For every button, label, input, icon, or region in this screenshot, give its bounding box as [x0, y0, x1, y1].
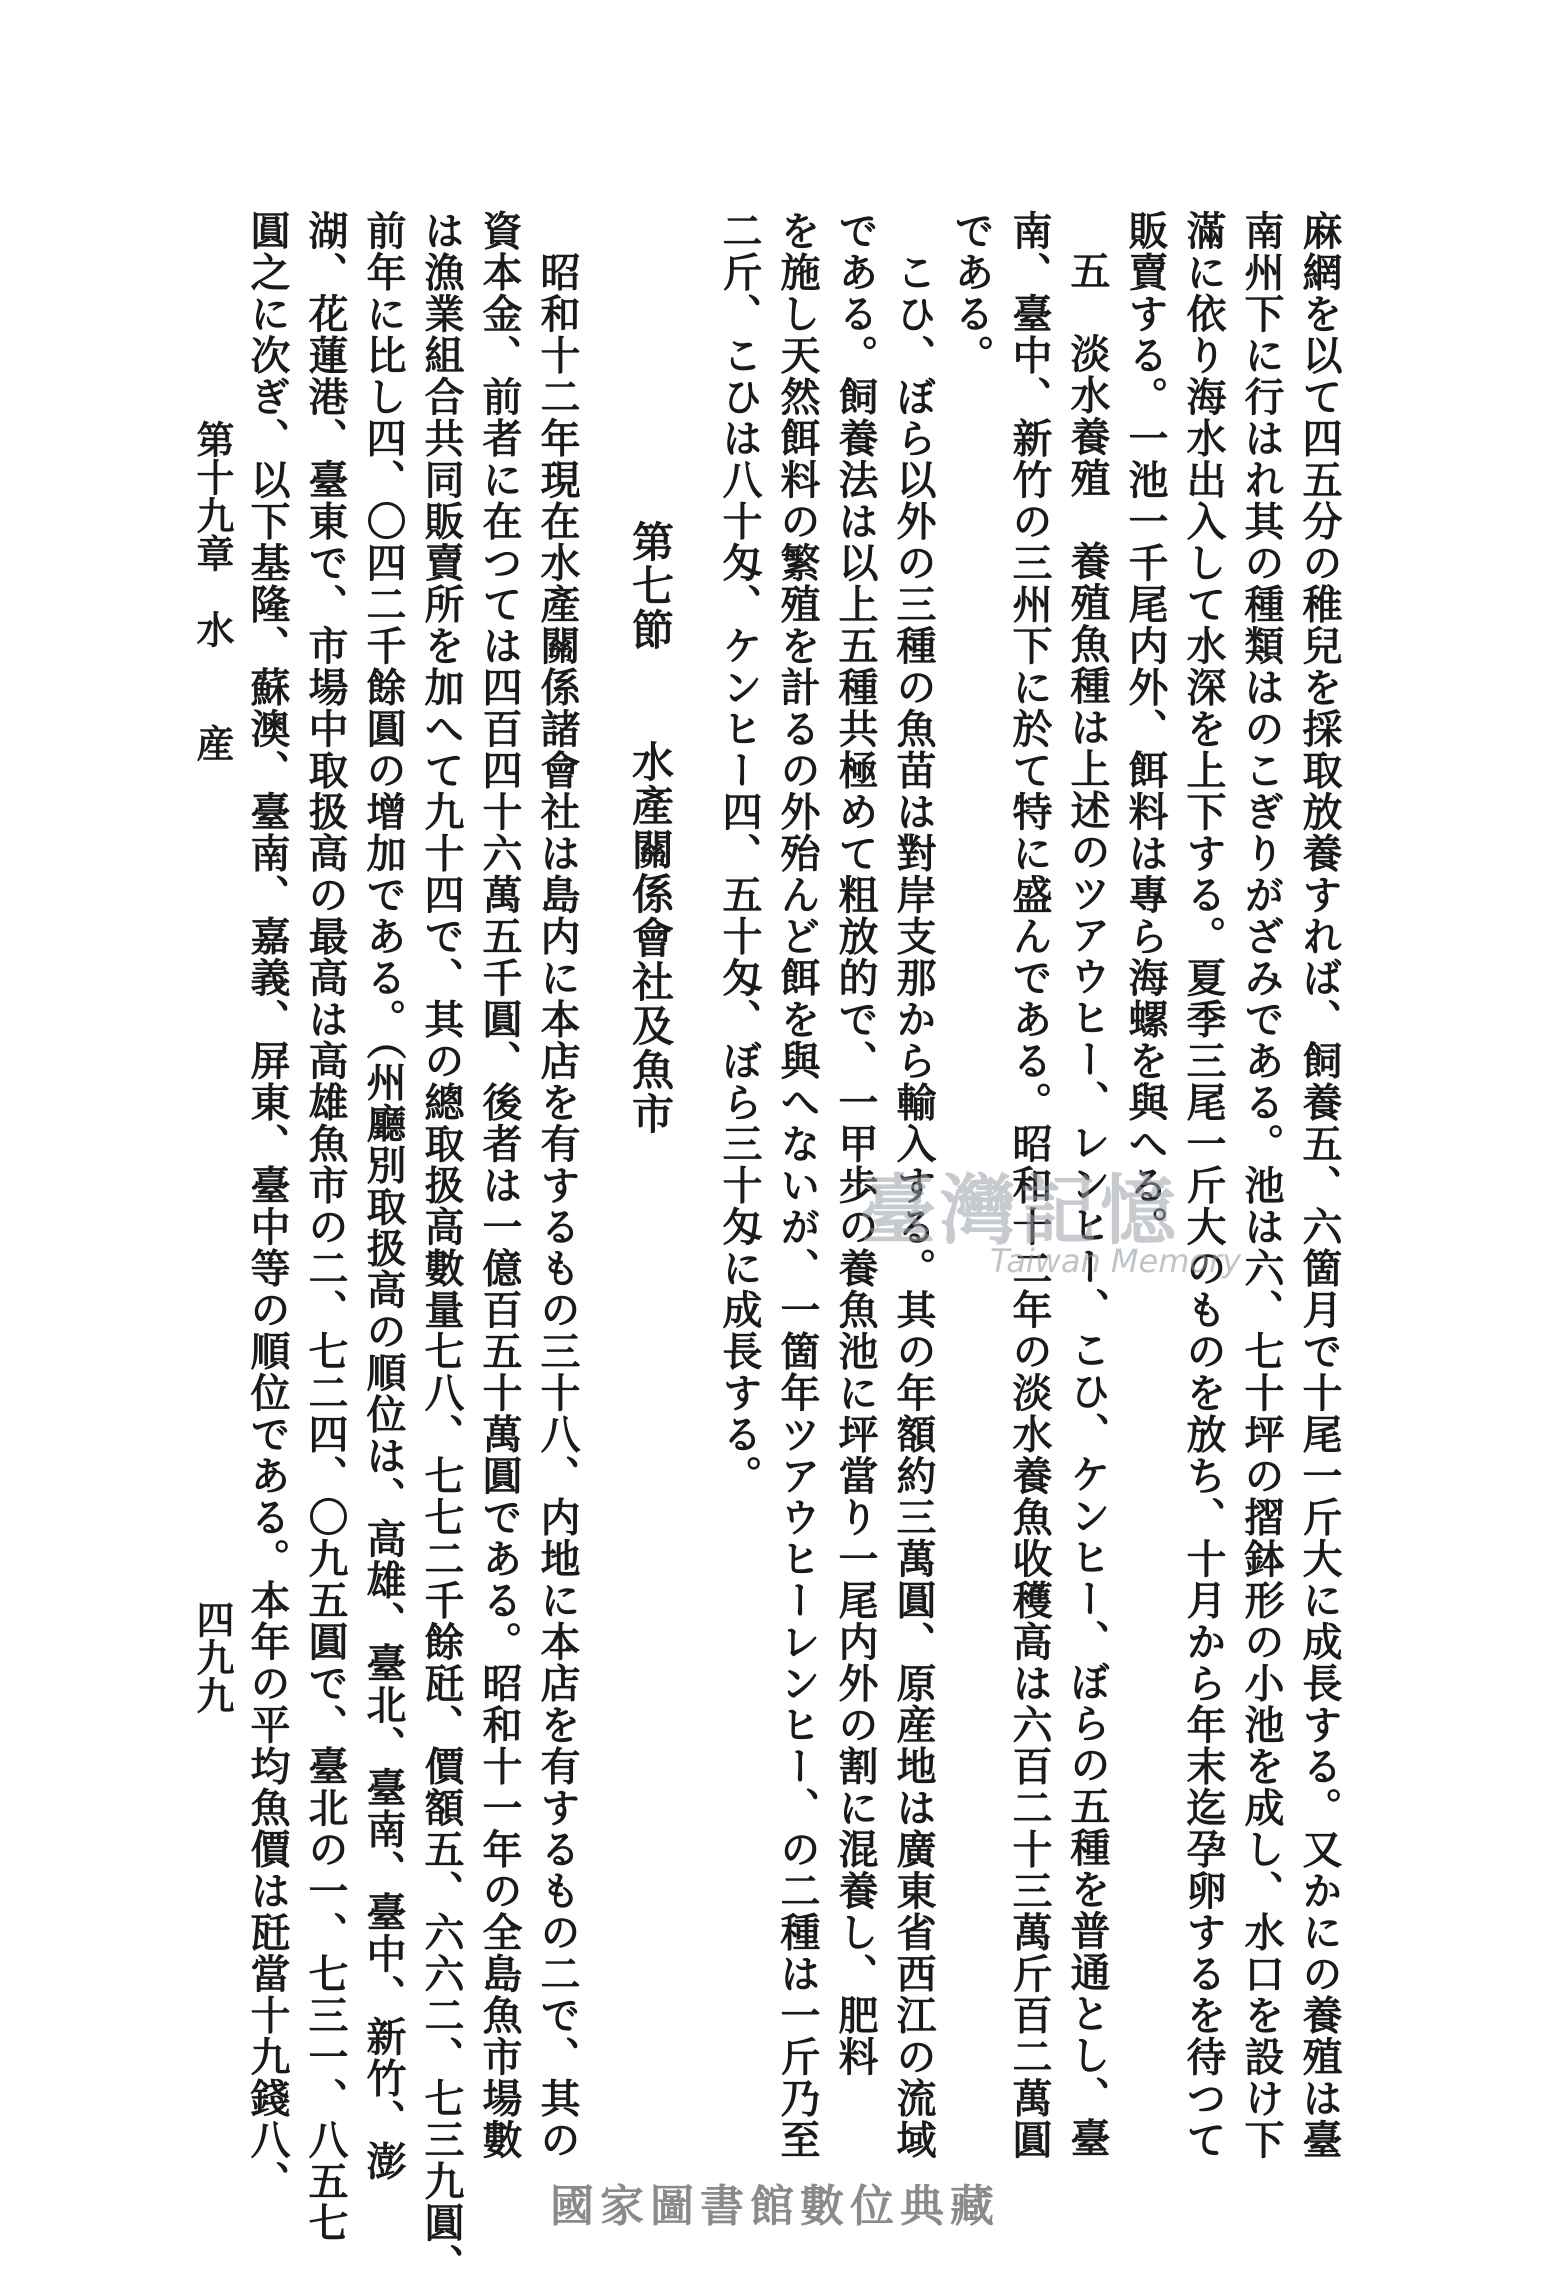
text-column: 南、臺中、新竹の三州下に於て特に盛んである。昭和十二年の淡水養魚收穫高は六百二十三萬斤百二萬圓: [1006, 210, 1053, 2161]
text-column: である。: [948, 210, 995, 376]
page-number: 四九九: [190, 1600, 235, 1714]
running-head-chapter: 第十九章 水 産: [190, 420, 235, 762]
text-column: 圓之に次ぎ、以下基隆、蘇澳、臺南、嘉義、屏東、臺中等の順位である。本年の平均魚價は瓩當十九錢八、: [244, 210, 291, 2202]
text-column: を施し天然餌料の繁殖を計るの外殆んど餌を與へないが、一箇年ツアウヒーレンヒー、の二種は一斤乃至: [774, 210, 821, 2161]
text-column: である。飼養法は以上五種共極めて粗放的で、一甲歩の養魚池に坪當り一尾内外の割に混養し、肥料: [832, 210, 879, 2078]
section-7-heading-title: 水產關係會社及魚市: [626, 740, 675, 1136]
text-column: 滿に依り海水出入して水深を上下する。夏季三尾一斤大のものを放ち、十月から年末迄孕卵するを待つて: [1180, 210, 1227, 2161]
text-column: 昭和十二年現在水產關係諸會社は島内に本店を有するもの三十八、内地に本店を有するもの二で、其の: [534, 210, 581, 2161]
watermark-logo: [860, 1150, 1280, 1280]
text-column: 二斤、こひは八十匁、ケンヒー四、五十匁、ぼら三十匁に成長する。: [716, 210, 763, 1497]
section-5-line: 養殖魚種は上述のツアウヒー、レンヒー、こひ、ケンヒー、ぼらの五種を普通とし、臺: [1064, 499, 1111, 2159]
text-column: こひ、ぼら以外の三種の魚苗は對岸支那から輸入する。其の年額約三萬圓、原産地は廣東省西江の流域: [890, 210, 937, 2161]
text-column: 南州下に行はれ其の種類はのこぎりがざみである。池は六、七十坪の摺鉢形の小池を成し、水口を設け下: [1238, 210, 1285, 2161]
text-column: 前年に比し四、〇四二千餘圓の增加である。（州廳別取扱高の順位は、高雄、臺北、臺南、臺中、新竹、澎: [360, 210, 407, 2182]
text-column: は漁業組合共同販賣所を加へて九十四で、其の總取扱高數量七八、七七二千餘瓩、價額五、六六二、七三九圓、: [418, 210, 465, 2285]
section-7-heading-number: 第七節: [626, 520, 675, 652]
section-5-label: 五 淡水養殖: [1064, 250, 1111, 499]
watermark-title: 臺灣記憶: [860, 1166, 1180, 1255]
footer-collection-label: 國家圖書館數位典藏: [550, 2181, 1000, 2232]
text-column: 湖、花蓮港、臺東で、市場中取扱高の最高は高雄魚市の二、七二四、〇九五圓で、臺北の一、七三一、八五七: [302, 210, 349, 2244]
text-column: 販賣する。一池一千尾内外、餌料は專ら海螺を與へる。: [1122, 210, 1169, 1248]
text-column: 麻網を以て四五分の稚兒を採取放養すれば、飼養五、六箇月で十尾一斤大に成長する。又かにの養殖は臺: [1296, 210, 1343, 2161]
text-column: 資本金、前者に在つては四百四十六萬五千圓、後者は一億百五十萬圓である。昭和十一年の全島魚市場數: [476, 210, 523, 2161]
watermark-subtitle: Taiwan Memory: [990, 1242, 1242, 1280]
